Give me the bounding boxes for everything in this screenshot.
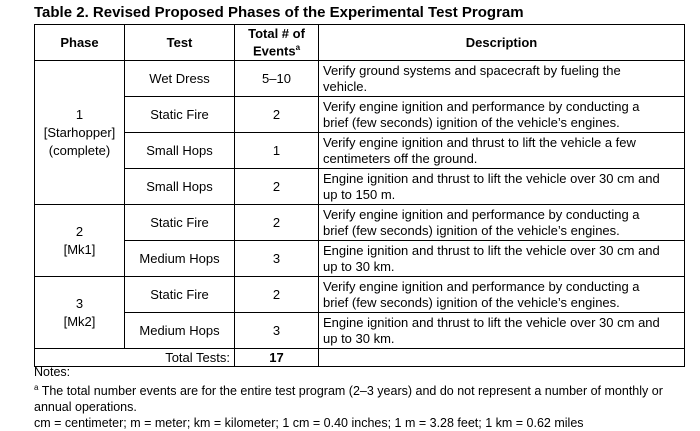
phase-3-cell <box>35 277 125 349</box>
description-line: brief (few seconds) ignition of the vehicle’s engines. <box>323 114 620 130</box>
phase-1-cell <box>35 61 125 205</box>
description-line: Verify ground systems and spacecraft by fueling the <box>323 62 621 78</box>
events-cell: 2 <box>235 205 319 241</box>
phase-status: (complete) <box>48 142 111 158</box>
table-row <box>35 97 685 133</box>
events-cell: 3 <box>235 241 319 277</box>
phase-number: 3 <box>75 295 84 311</box>
header-events <box>235 25 319 61</box>
events-cell: 3 <box>235 313 319 349</box>
notes-heading: Notes: <box>34 365 71 379</box>
description-cell <box>319 169 685 205</box>
table-row <box>35 61 685 97</box>
description-line: vehicle. <box>323 78 368 94</box>
description-cell <box>319 97 685 133</box>
table-row <box>35 313 685 349</box>
footnote-text: The total number events are for the entire test program (2–3 years) and do not represent a number of monthly or <box>38 384 663 399</box>
header-phase: Phase <box>35 25 125 61</box>
description-line: brief (few seconds) ignition of the vehicle’s engines. <box>323 222 620 238</box>
table-row <box>35 133 685 169</box>
footnote <box>34 380 684 399</box>
description-line: Verify engine ignition and thrust to lift the vehicle a few <box>323 134 636 150</box>
description-cell <box>319 241 685 277</box>
description-cell <box>319 313 685 349</box>
test-cell: Medium Hops <box>125 241 235 277</box>
table-row <box>35 241 685 277</box>
test-cell: Static Fire <box>125 97 235 133</box>
description-line: centimeters off the ground. <box>323 150 478 166</box>
description-line: Engine ignition and thrust to lift the vehicle over 30 cm and <box>323 242 660 258</box>
events-cell: 2 <box>235 277 319 313</box>
description-line: Verify engine ignition and performance by conducting a <box>323 206 640 222</box>
events-cell: 5–10 <box>235 61 319 97</box>
total-label: Total Tests: <box>125 349 235 367</box>
notes-section <box>34 364 684 431</box>
description-cell <box>319 133 685 169</box>
table-row <box>35 205 685 241</box>
events-cell: 2 <box>235 169 319 205</box>
table-caption: Table 2. Revised Proposed Phases of the Experimental Test Program <box>34 4 524 21</box>
description-cell <box>319 61 685 97</box>
description-line: up to 30 km. <box>323 258 395 274</box>
header-events-line2: Events <box>252 43 296 59</box>
header-row <box>35 25 685 61</box>
table-row <box>35 277 685 313</box>
phase-2-cell <box>35 205 125 277</box>
description-line: brief (few seconds) ignition of the vehicle’s engines. <box>323 294 620 310</box>
phase-number: 2 <box>75 223 84 239</box>
table-row <box>35 169 685 205</box>
total-value: 17 <box>235 349 319 367</box>
header-events-line1: Total # of <box>248 25 305 41</box>
header-events-sup: a <box>295 42 301 52</box>
test-cell: Medium Hops <box>125 313 235 349</box>
description-line: Verify engine ignition and performance by conducting a <box>323 98 640 114</box>
test-cell: Wet Dress <box>125 61 235 97</box>
header-test: Test <box>125 25 235 61</box>
test-cell: Static Fire <box>125 205 235 241</box>
events-cell: 1 <box>235 133 319 169</box>
test-cell: Small Hops <box>125 133 235 169</box>
description-line: Engine ignition and thrust to lift the vehicle over 30 cm and <box>323 170 660 186</box>
description-line: up to 30 km. <box>323 330 395 346</box>
description-line: up to 150 m. <box>323 186 396 202</box>
test-cell: Static Fire <box>125 277 235 313</box>
phase-name: [Starhopper] <box>43 124 116 140</box>
phase-name: [Mk1] <box>63 241 96 257</box>
test-cell: Small Hops <box>125 169 235 205</box>
header-description: Description <box>319 25 685 61</box>
units-note: cm = centimeter; m = meter; km = kilometer; 1 cm = 0.40 inches; 1 m = 3.28 feet; 1 km = 0.62 miles <box>34 416 584 431</box>
phase-number: 1 <box>75 106 84 122</box>
description-cell <box>319 205 685 241</box>
footnote-mark: a <box>34 383 39 392</box>
phase-name: [Mk2] <box>63 313 96 329</box>
description-line: Engine ignition and thrust to lift the vehicle over 30 cm and <box>323 314 660 330</box>
description-line: Verify engine ignition and performance by conducting a <box>323 278 640 294</box>
description-cell <box>319 277 685 313</box>
footnote-continued: annual operations. <box>34 400 137 415</box>
events-cell: 2 <box>235 97 319 133</box>
test-program-table <box>34 24 685 367</box>
